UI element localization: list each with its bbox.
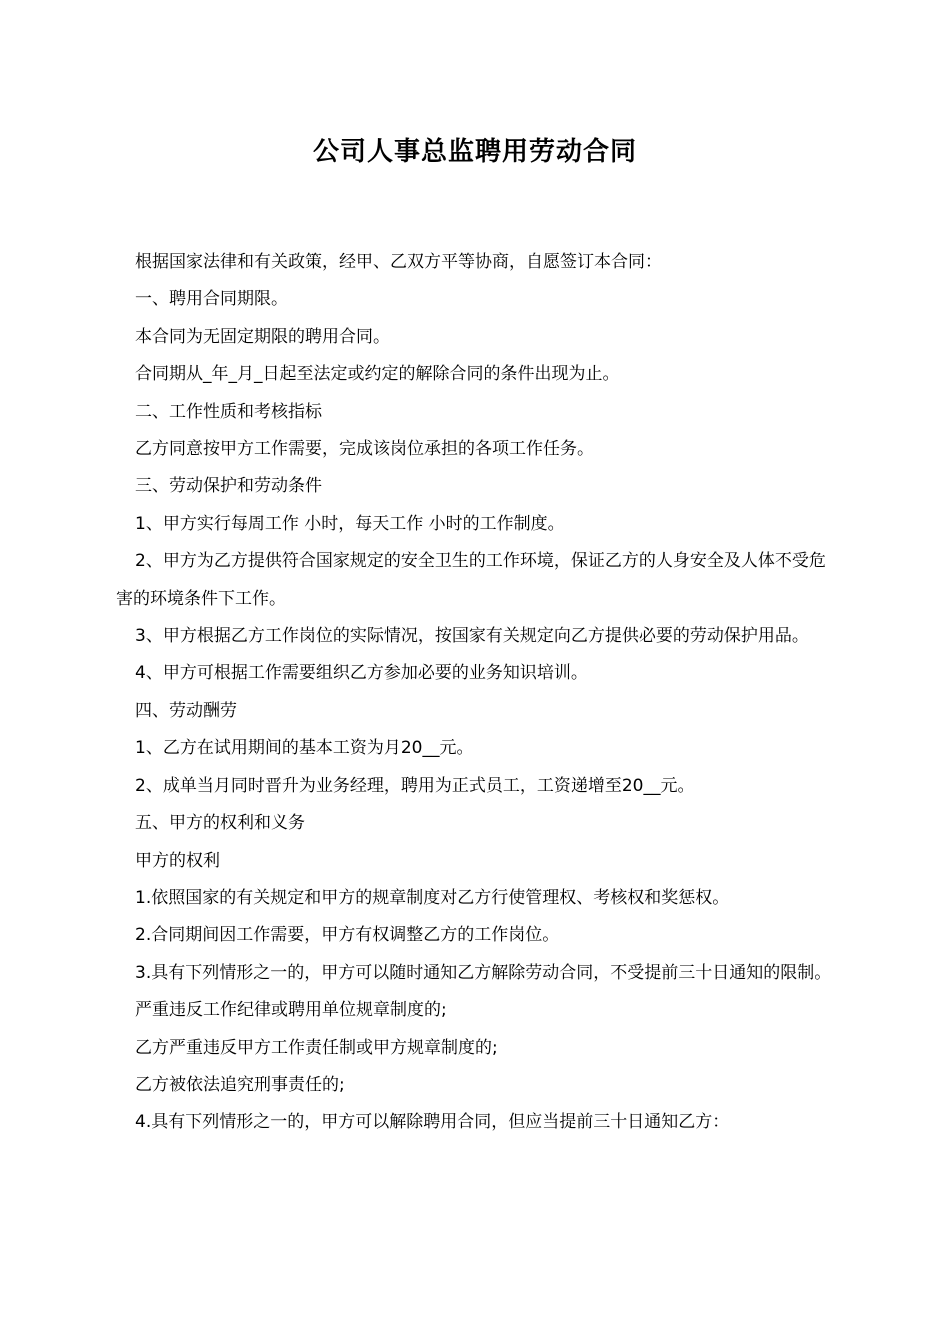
paragraph: 1、甲方实行每周工作 小时，每天工作 小时的工作制度。 bbox=[135, 513, 565, 534]
section-heading: 五、甲方的权利和义务 bbox=[135, 813, 305, 834]
paragraph: 2、成单当月同时晋升为业务经理，聘用为正式员工，工资递增至20__元。 bbox=[135, 775, 695, 796]
paragraph: 乙方同意按甲方工作需要，完成该岗位承担的各项工作任务。 bbox=[135, 439, 594, 460]
paragraph: 4.具有下列情形之一的，甲方可以解除聘用合同，但应当提前三十日通知乙方： bbox=[135, 1112, 730, 1133]
paragraph: 2、甲方为乙方提供符合国家规定的安全卫生的工作环境，保证乙方的人身安全及人体不受危害的环境条件下工作。 bbox=[116, 551, 826, 609]
paragraph: 乙方被依法追究刑事责任的; bbox=[135, 1074, 345, 1095]
paragraph: 3.具有下列情形之一的，甲方可以随时通知乙方解除劳动合同，不受提前三十日通知的限制。 bbox=[135, 962, 832, 983]
section-heading: 二、工作性质和考核指标 bbox=[135, 401, 322, 422]
paragraph: 3、甲方根据乙方工作岗位的实际情况，按国家有关规定向乙方提供必要的劳动保护用品。 bbox=[135, 626, 809, 647]
paragraph: 根据国家法律和有关政策，经甲、乙双方平等协商，自愿签订本合同： bbox=[135, 252, 662, 272]
document-body bbox=[116, 244, 838, 1142]
paragraph: 4、甲方可根据工作需要组织乙方参加必要的业务知识培训。 bbox=[135, 663, 588, 684]
subsection-heading: 甲方的权利 bbox=[135, 850, 220, 871]
section-heading: 四、劳动酬劳 bbox=[135, 700, 237, 721]
paragraph: 严重违反工作纪律或聘用单位规章制度的; bbox=[135, 1000, 447, 1021]
paragraph: 本合同为无固定期限的聘用合同。 bbox=[135, 326, 390, 347]
paragraph: 1、乙方在试用期间的基本工资为月20__元。 bbox=[135, 738, 474, 759]
document-title: 公司人事总监聘用劳动合同 bbox=[312, 137, 637, 167]
section-heading: 一、聘用合同期限。 bbox=[135, 289, 288, 310]
section-heading: 三、劳动保护和劳动条件 bbox=[135, 476, 322, 497]
paragraph: 合同期从_年_月_日起至法定或约定的解除合同的条件出现为止。 bbox=[135, 364, 620, 385]
paragraph: 乙方严重违反甲方工作责任制或甲方规章制度的; bbox=[135, 1037, 498, 1058]
paragraph: 1.依照国家的有关规定和甲方的规章制度对乙方行使管理权、考核权和奖惩权。 bbox=[135, 887, 730, 908]
paragraph: 2.合同期间因工作需要，甲方有权调整乙方的工作岗位。 bbox=[135, 925, 560, 946]
